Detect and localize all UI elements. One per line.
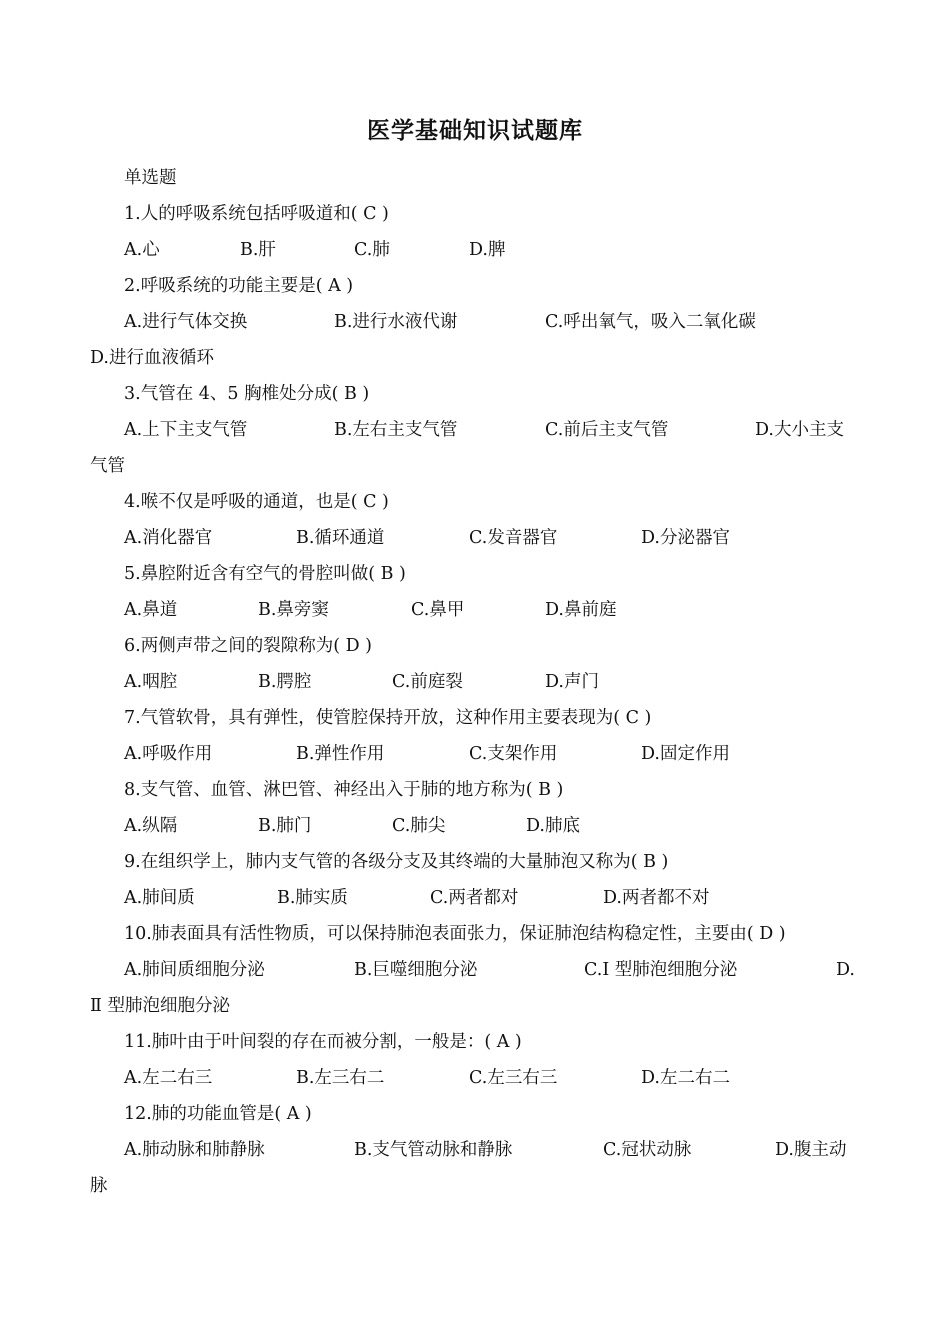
question-stem: 11.肺叶由于叶间裂的存在而被分割，一般是：( A ) <box>124 1032 522 1052</box>
option: C.前后主支气管 <box>545 420 669 440</box>
option-continuation: Ⅱ 型肺泡细胞分泌 <box>90 996 230 1016</box>
option: C.前庭裂 <box>392 672 463 692</box>
option: B.支气管动脉和静脉 <box>354 1140 513 1160</box>
option: C.肺 <box>354 240 390 260</box>
option: B.肺门 <box>258 816 312 836</box>
option: D.两者都不对 <box>603 888 710 908</box>
option: C.冠状动脉 <box>603 1140 692 1160</box>
option: C.鼻甲 <box>411 600 465 620</box>
option: A.心 <box>124 240 160 260</box>
option: C.呼出氧气，吸入二氧化碳 <box>545 312 756 332</box>
option: B.巨噬细胞分泌 <box>354 960 478 980</box>
option: B.循环通道 <box>296 528 385 548</box>
option: B.左三右二 <box>296 1068 385 1088</box>
option: A.肺间质细胞分泌 <box>124 960 265 980</box>
question-stem: 4.喉不仅是呼吸的通道，也是( C ) <box>124 492 389 512</box>
option: D.分泌器官 <box>641 528 730 548</box>
option: D.肺底 <box>526 816 580 836</box>
option: A.肺动脉和肺静脉 <box>124 1140 265 1160</box>
option: C.左三右三 <box>469 1068 558 1088</box>
section-heading: 单选题 <box>124 168 177 188</box>
option: A.消化器官 <box>124 528 213 548</box>
question-stem: 5.鼻腔附近含有空气的骨腔叫做( B ) <box>124 564 406 584</box>
question-stem: 3.气管在 4、5 胸椎处分成( B ) <box>124 384 370 404</box>
option: B.肺实质 <box>277 888 348 908</box>
question-stem: 7.气管软骨，具有弹性，使管腔保持开放，这种作用主要表现为( C ) <box>124 708 652 728</box>
option: D.左二右二 <box>641 1068 730 1088</box>
question-stem: 10.肺表面具有活性物质，可以保持肺泡表面张力，保证肺泡结构稳定性，主要由( D ) <box>124 924 786 944</box>
option: D.脾 <box>469 240 506 260</box>
option: A.鼻道 <box>124 600 178 620</box>
question-stem: 1.人的呼吸系统包括呼吸道和( C ) <box>124 204 389 224</box>
option: C.两者都对 <box>430 888 519 908</box>
option: A.左二右三 <box>124 1068 213 1088</box>
option: B.鼻旁窦 <box>258 600 329 620</box>
question-stem: 8.支气管、血管、淋巴管、神经出入于肺的地方称为( B ) <box>124 780 564 800</box>
question-stem: 2.呼吸系统的功能主要是( A ) <box>124 276 354 296</box>
option: B.弹性作用 <box>296 744 385 764</box>
option: D.固定作用 <box>641 744 730 764</box>
option-continuation: 气管 <box>90 456 125 476</box>
option: A.上下主支气管 <box>124 420 248 440</box>
option: B.腭腔 <box>258 672 312 692</box>
option: D.大小主支 <box>755 420 844 440</box>
question-stem: 12.肺的功能血管是( A ) <box>124 1104 312 1124</box>
option: D. <box>836 960 855 980</box>
option: A.呼吸作用 <box>124 744 213 764</box>
option: C.发音器官 <box>469 528 558 548</box>
option: C.肺尖 <box>392 816 446 836</box>
option: A.咽腔 <box>124 672 178 692</box>
option: C.Ⅰ 型肺泡细胞分泌 <box>584 960 738 980</box>
option: C.支架作用 <box>469 744 558 764</box>
option: D.鼻前庭 <box>545 600 617 620</box>
option: D.进行血液循环 <box>90 348 214 368</box>
option: A.进行气体交换 <box>124 312 248 332</box>
option: B.左右主支气管 <box>334 420 458 440</box>
question-stem: 9.在组织学上，肺内支气管的各级分支及其终端的大量肺泡又称为( B ) <box>124 852 669 872</box>
option: D.声门 <box>545 672 599 692</box>
option: B.肝 <box>240 240 276 260</box>
option: D.腹主动 <box>775 1140 847 1160</box>
option: B.进行水液代谢 <box>334 312 458 332</box>
option-continuation: 脉 <box>90 1176 108 1196</box>
option: A.纵隔 <box>124 816 178 836</box>
question-stem: 6.两侧声带之间的裂隙称为( D ) <box>124 636 373 656</box>
page-title: 医学基础知识试题库 <box>367 118 583 144</box>
option: A.肺间质 <box>124 888 195 908</box>
